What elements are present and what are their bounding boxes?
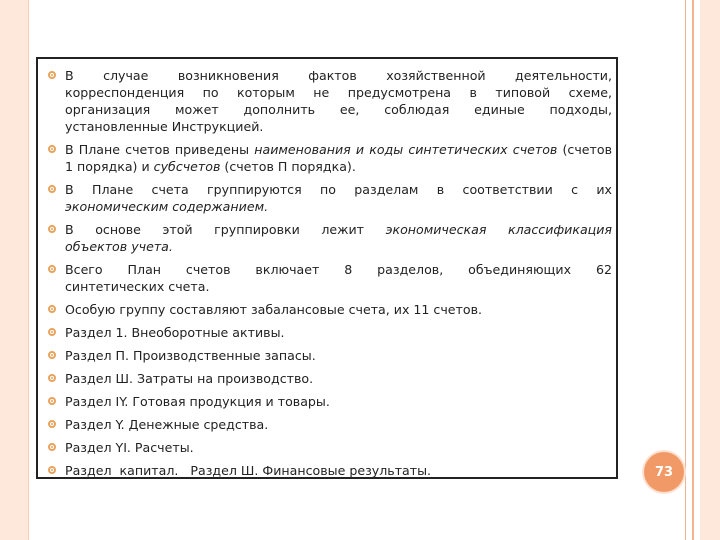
item-text: Раздел IY. Готовая продукция и товары. <box>65 394 330 409</box>
right-decorative-line <box>692 0 694 540</box>
left-decorative-stripe <box>0 0 29 540</box>
list-item <box>46 67 612 135</box>
item-text: Особую группу составляют забалансовые счета, их 11 счетов. <box>65 302 483 317</box>
list-item <box>46 416 612 433</box>
item-text: Раздел капитал. Раздел Ш. Финансовые результаты. <box>65 463 432 478</box>
item-text: (счетов 1 порядка) и <box>65 142 612 174</box>
bullet-list <box>46 67 612 479</box>
right-decorative-line-thin <box>685 0 686 540</box>
circle-bullet-icon <box>48 145 56 153</box>
item-text-line: синтетических счета. <box>65 279 210 294</box>
right-decorative-stripe <box>700 0 720 540</box>
list-item <box>46 324 612 341</box>
circle-bullet-icon <box>48 265 56 273</box>
list-item <box>46 221 612 255</box>
circle-bullet-icon <box>48 420 56 428</box>
circle-bullet-icon <box>48 71 56 79</box>
list-item <box>46 181 612 215</box>
list-item <box>46 439 612 456</box>
item-text: Раздел 1. Внеоборотные активы. <box>65 325 285 340</box>
item-text: Раздел П. Производственные запасы. <box>65 348 316 363</box>
item-text-line: установленные Инструкцией. <box>65 119 264 134</box>
list-item <box>46 261 612 295</box>
circle-bullet-icon <box>48 443 56 451</box>
circle-bullet-icon <box>48 328 56 336</box>
circle-bullet-icon <box>48 225 56 233</box>
circle-bullet-icon <box>48 185 56 193</box>
item-text: В Плане счетов приведены <box>65 142 255 157</box>
list-item <box>46 462 612 479</box>
item-text-italic: наименования и коды синтетических счетов <box>254 142 558 157</box>
content-box <box>36 57 618 479</box>
item-text-line: В случае возникновения фактов хозяйственной деятельности, <box>65 68 612 83</box>
page-number-badge: 73 <box>642 450 686 494</box>
item-text: Раздел Y. Денежные средства. <box>65 417 269 432</box>
item-text-line: организация может дополнить ее, соблюдая единые подходы, <box>65 102 612 117</box>
circle-bullet-icon <box>48 397 56 405</box>
list-item <box>46 301 612 318</box>
item-text: Раздел Ш. Затраты на производство. <box>65 371 314 386</box>
circle-bullet-icon <box>48 351 56 359</box>
list-item <box>46 347 612 364</box>
item-text-line: В Плане счета группируются по разделам в соответствии с их <box>65 182 612 197</box>
item-text-italic: экономическим содержанием. <box>65 199 269 214</box>
item-text-line: Всего План счетов включает 8 разделов, объединяющих 62 <box>65 262 612 277</box>
item-text-line: корреспонденция по которым не предусмотрена в типовой схеме, <box>65 85 612 100</box>
list-item <box>46 393 612 410</box>
list-item <box>46 370 612 387</box>
item-text-italic: объектов учета. <box>65 239 173 254</box>
circle-bullet-icon <box>48 305 56 313</box>
item-text-italic: экономическая классификация <box>385 222 612 237</box>
item-text: Раздел YI. Расчеты. <box>65 440 194 455</box>
list-item <box>46 141 612 175</box>
item-text: (счетов П порядка). <box>220 159 356 174</box>
item-text-italic: субсчетов <box>153 159 221 174</box>
circle-bullet-icon <box>48 466 56 474</box>
circle-bullet-icon <box>48 374 56 382</box>
item-text: В основе этой группировки лежит <box>65 222 386 237</box>
